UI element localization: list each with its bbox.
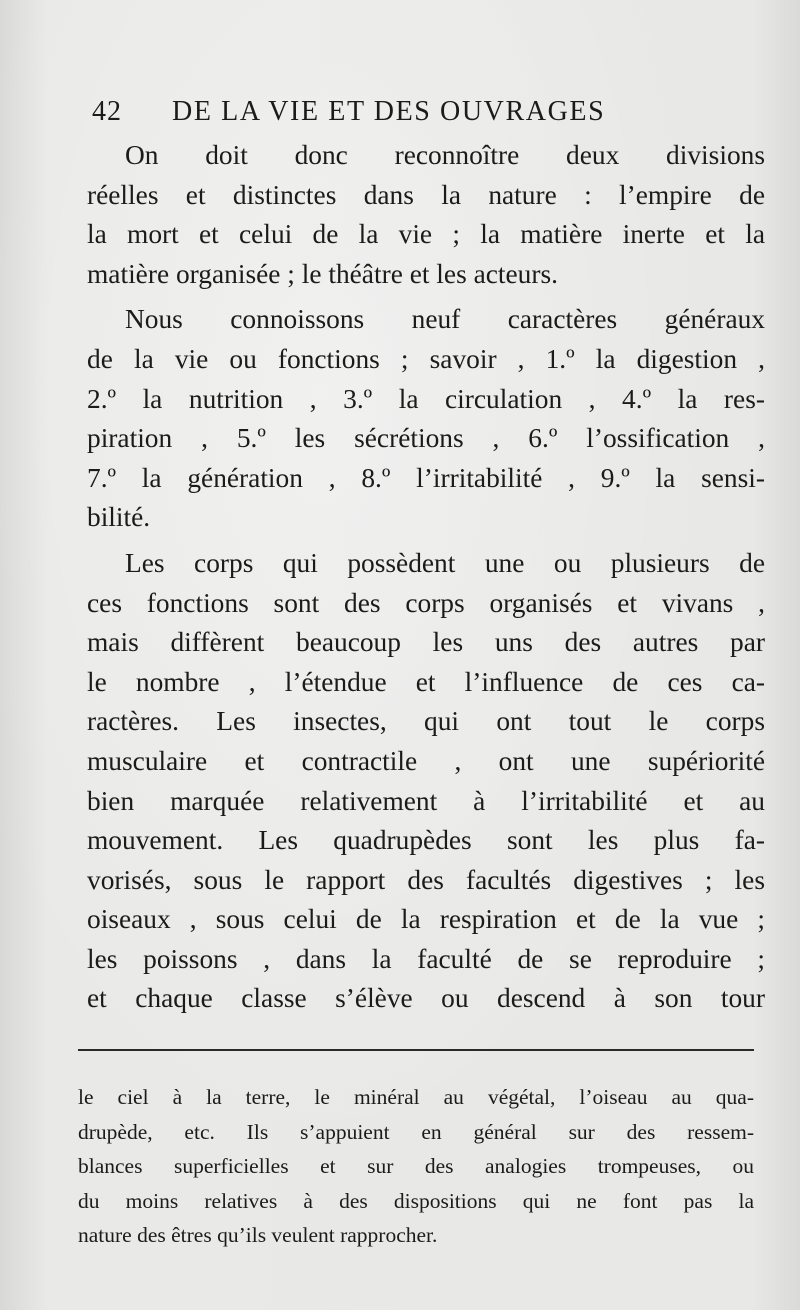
text-line: Les corps qui possèdent une ou plusieurs de: [125, 547, 765, 578]
page-number: 42: [92, 96, 122, 127]
text-line: Nous connoissons neuf caractères généraux: [125, 304, 765, 335]
text-line: 2.º la nutrition , 3.º la circulation , 4.º la res-: [87, 383, 765, 414]
text-line: bien marquée relativement à l’irritabilité et au: [87, 785, 765, 816]
footnote-line: du moins relatives à des dispositions qui ne font pas la: [78, 1188, 754, 1213]
text-line: 7.º la génération , 8.º l’irritabilité , 9.º la sensi-: [87, 462, 765, 493]
text-line: la mort et celui de la vie ; la matière inerte et la: [87, 219, 765, 250]
main-text: [87, 136, 765, 1025]
text-line: piration , 5.º les sécrétions , 6.º l’ossification ,: [87, 423, 765, 454]
paragraph: [87, 136, 765, 294]
paragraph: [87, 544, 765, 1019]
text-line: le nombre , l’étendue et l’influence de ces ca-: [87, 666, 765, 697]
footnote-line: blances superficielles et sur des analogies trompeuses, ou: [78, 1154, 754, 1178]
footnote-line: le ciel à la terre, le minéral au végétal, l’oiseau au qua-: [78, 1085, 754, 1109]
text-line: mouvement. Les quadrupèdes sont les plus fa-: [87, 825, 765, 856]
text-line: mais diffèrent beaucoup les uns des autres par: [87, 627, 765, 658]
footnote-line: drupède, etc. Ils s’appuient en général sur des ressem-: [78, 1119, 754, 1144]
text-line: bilité.: [87, 502, 151, 533]
footnote-divider: [78, 1049, 754, 1051]
text-line: oiseaux , sous celui de la respiration et de la vue ;: [87, 904, 765, 935]
text-line: réelles et distinctes dans la nature : l’empire de: [87, 179, 765, 210]
text-line: ractères. Les insectes, qui ont tout le corps: [87, 706, 765, 737]
text-line: les poissons , dans la faculté de se reproduire ;: [87, 943, 765, 974]
footnote: [78, 1080, 754, 1253]
text-line: de la vie ou fonctions ; savoir , 1.º la digestion ,: [87, 343, 765, 374]
text-line: et chaque classe s’élève ou descend à son tour: [87, 983, 765, 1014]
text-line: musculaire et contractile , ont une supériorité: [87, 745, 765, 776]
footnote-line: nature des êtres qu’ils veulent rapprocher.: [78, 1223, 438, 1247]
paragraph: [87, 300, 765, 538]
text-line: matière organisée ; le théâtre et les acteurs.: [87, 258, 558, 289]
text-line: vorisés, sous le rapport des facultés digestives ; les: [87, 864, 765, 895]
text-line: ces fonctions sont des corps organisés et vivans ,: [87, 587, 765, 618]
running-title: DE LA VIE ET DES OUVRAGES: [172, 96, 606, 127]
text-line: On doit donc reconnoître deux divisions: [125, 140, 765, 170]
page-header: [92, 96, 702, 136]
